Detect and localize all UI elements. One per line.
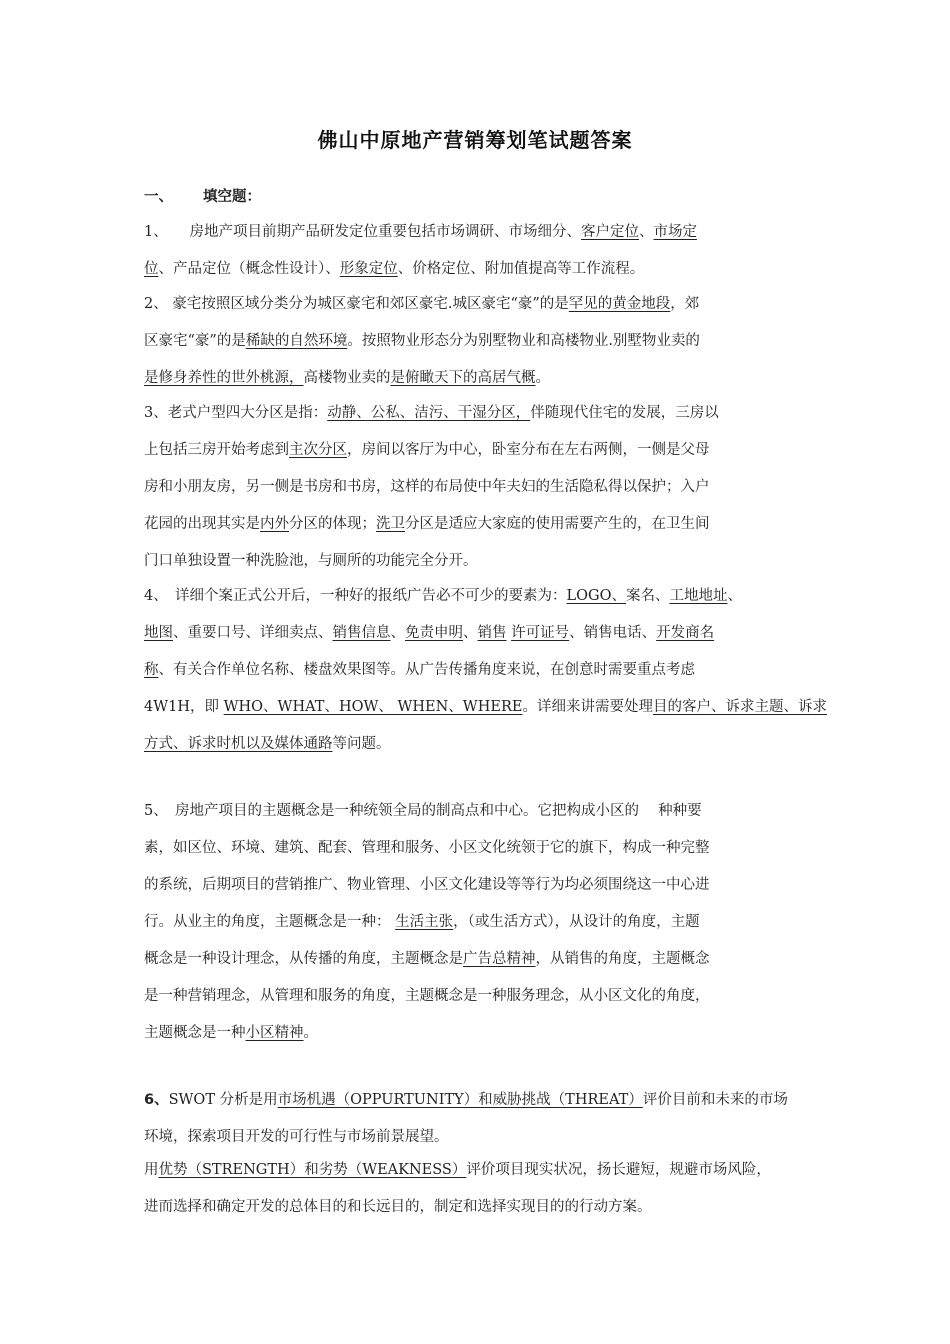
underlined-answer: 免责申明	[405, 625, 463, 641]
underlined-answer: 是俯瞰天下的高居气概	[390, 370, 536, 386]
text-segment: 评价目前和未来的市场	[642, 1092, 788, 1108]
text-segment: 。按照物业形态分为别墅物业和高楼物业.别墅物业卖的	[347, 333, 700, 349]
text-line	[144, 838, 710, 858]
text-line	[144, 801, 702, 821]
text-segment: 、销售电话、	[569, 625, 657, 641]
text-segment: 环境，探索项目开发的可行性与市场前景展望。	[144, 1129, 449, 1145]
text-segment: 用	[144, 1162, 159, 1178]
text-segment: 、产品定位（概念性设计）、	[158, 261, 340, 277]
text-segment: ，郊	[670, 296, 700, 312]
text-segment: 案名、	[625, 588, 670, 604]
text-segment: 区豪宅“豪”的是	[144, 333, 246, 349]
text-line	[144, 477, 710, 497]
text-segment: ，（或生活方式），从设计的角度，主题	[453, 914, 700, 930]
text-segment: 、	[727, 588, 742, 604]
text-segment: 。	[535, 370, 550, 386]
text-line	[144, 1197, 652, 1217]
underlined-answer: 工地地址	[669, 588, 728, 604]
underlined-answer: 客户定位	[580, 224, 639, 240]
text-segment: 门口单独设置一种洗脸池，与厕所的功能完全分开。	[144, 553, 478, 569]
text-segment: 伴随现代住宅的发展，三房以	[530, 405, 719, 421]
text-segment: 3、老式户型四大分区是指：	[144, 405, 328, 421]
text-segment: 、有关合作单位名称、楼盘效果图等。从广告传播角度来说，在创意时需要重点考虑	[158, 662, 695, 678]
text-segment: 评价项目现实状况，扬长避短，规避市场风险，	[466, 1162, 771, 1178]
text-segment: 主题概念是一种	[144, 1025, 246, 1041]
underlined-answer: 优势（STRENGTH）和劣势（WEAKNESS）	[158, 1162, 467, 1178]
text-line	[144, 949, 710, 969]
text-segment: 素，如区位、环境、建筑、配套、管理和服务、小区文化统领于它的旗下，构成一种完整	[144, 840, 710, 856]
underlined-answer: 开发商名	[656, 625, 715, 641]
text-line	[144, 514, 710, 534]
text-segment: 进而选择和确定开发的总体目的和长远目的，制定和选择实现目的的行动方案。	[144, 1199, 652, 1215]
text-segment: 分区是适应大家庭的使用需要产生的，在卫生间	[405, 516, 710, 532]
text-segment: 、重要口号、详细卖点、	[173, 625, 333, 641]
text-line	[144, 660, 695, 680]
underlined-answer: 市场定	[653, 224, 697, 240]
text-segment: 高楼物业卖的	[303, 370, 391, 386]
underlined-answer: 市场机遇（OPPURTUNITY）和威胁挑战（THREAT）	[277, 1092, 643, 1108]
text-line	[144, 368, 550, 388]
text-line	[144, 403, 719, 423]
text-line	[144, 986, 710, 1006]
text-segment: 4W1H，即	[144, 699, 224, 715]
text-line	[144, 1023, 318, 1043]
underlined-answer: 形象定位	[339, 261, 398, 277]
page-title: 佛山中原地产营销筹划笔试题答案	[317, 128, 633, 152]
underlined-answer: 许可证号	[511, 625, 570, 641]
text-line	[144, 440, 710, 460]
section-heading	[144, 187, 261, 207]
text-line	[144, 697, 827, 717]
text-segment: 、	[463, 625, 478, 641]
text-segment: 1、	[144, 224, 161, 240]
underlined-answer: 位	[144, 261, 159, 277]
underlined-answer: 主次分区	[289, 442, 347, 458]
underlined-answer: 生活主张	[395, 914, 454, 930]
text-segment: 上包括三房开始考虑到	[144, 442, 289, 458]
underlined-answer: 小区精神	[245, 1025, 304, 1041]
text-segment: 花园的出现其实是	[144, 516, 260, 532]
text-segment: 、价格定位、附加值提高等工作流程。	[397, 261, 645, 277]
text-segment: 房地产项目前期产品研发定位重要包括市场调研、市场细分、	[160, 224, 581, 240]
text-segment: SWOT 分析是用	[168, 1092, 278, 1108]
text-line	[144, 623, 714, 643]
text-segment: 。	[303, 1025, 318, 1041]
underlined-answer: 称	[144, 662, 159, 678]
text-line	[144, 1127, 449, 1147]
text-segment: 房和小朋友房，另一侧是书房和书房，这样的布局使中年夫妇的生活隐私得以保护；入户	[144, 479, 710, 495]
underlined-answer: WHO、WHAT、HOW、 WHEN、WHERE	[223, 699, 523, 715]
text-segment: ，房间以客厅为中心，卧室分布在左右两侧，一侧是父母	[347, 442, 710, 458]
text-line	[144, 734, 391, 754]
underlined-answer: 内外	[260, 516, 289, 532]
text-segment: ，从销售的角度，主题概念	[535, 951, 710, 967]
text-segment: 是一种营销理念，从管理和服务的角度，主题概念是一种服务理念，从小区文化的角度，	[144, 988, 710, 1004]
underlined-answer: 广告总精神	[463, 951, 536, 967]
underlined-answer: 是修身养性的世外桃源，	[144, 370, 304, 386]
underlined-answer: 地图	[144, 625, 173, 641]
text-segment: 、	[638, 224, 654, 240]
underlined-answer: LOGO、	[566, 588, 626, 604]
underlined-answer: 目的客户、诉求主题、诉求	[652, 699, 827, 715]
text-line	[144, 1160, 771, 1180]
text-line	[144, 912, 700, 932]
underlined-answer: 动静、公私、洁污、干湿分区，	[327, 405, 531, 421]
text-line	[144, 1090, 788, 1110]
text-segment: 概念是一种设计理念，从传播的角度，主题概念是	[144, 951, 463, 967]
text-line	[144, 294, 699, 314]
text-segment: 等问题。	[332, 736, 391, 752]
text-segment: 的系统，后期项目的营销推广、物业管理、小区文化建设等等行为均必须围绕这一中心进	[144, 877, 710, 893]
text-line	[144, 259, 644, 279]
text-line	[144, 222, 697, 242]
text-segment: 、	[390, 625, 405, 641]
underlined-answer: 销售信息	[332, 625, 391, 641]
text-line	[144, 551, 478, 571]
text-segment: 分区的体现；	[289, 516, 376, 532]
text-line	[144, 331, 700, 351]
text-segment: 5、 房地产项目的主题概念是一种统领全局的制高点和中心。它把构成小区的 种种要	[144, 803, 702, 819]
text-segment: 4、 详细个案正式公开后，一种好的报纸广告必不可少的要素为：	[144, 588, 567, 604]
text-segment: 。详细来讲需要处理	[522, 699, 653, 715]
underlined-answer: 销售	[477, 625, 507, 641]
underlined-answer: 方式、诉求时机以及媒体通路	[144, 736, 333, 752]
underlined-answer: 罕见的黄金地段	[568, 296, 671, 312]
text-segment: 6、	[144, 1092, 169, 1108]
text-segment: 2、 豪宅按照区域分类分为城区豪宅和郊区豪宅.城区豪宅“豪”的是	[144, 296, 569, 312]
text-line	[144, 586, 742, 606]
section-label: 填空题：	[203, 189, 261, 205]
underlined-answer: 稀缺的自然环境	[245, 333, 348, 349]
text-line	[144, 875, 710, 895]
text-segment: 行。从业主的角度，主题概念是一种：	[144, 914, 396, 930]
underlined-answer: 洗卫	[376, 516, 405, 532]
section-number: 一、	[144, 189, 173, 205]
